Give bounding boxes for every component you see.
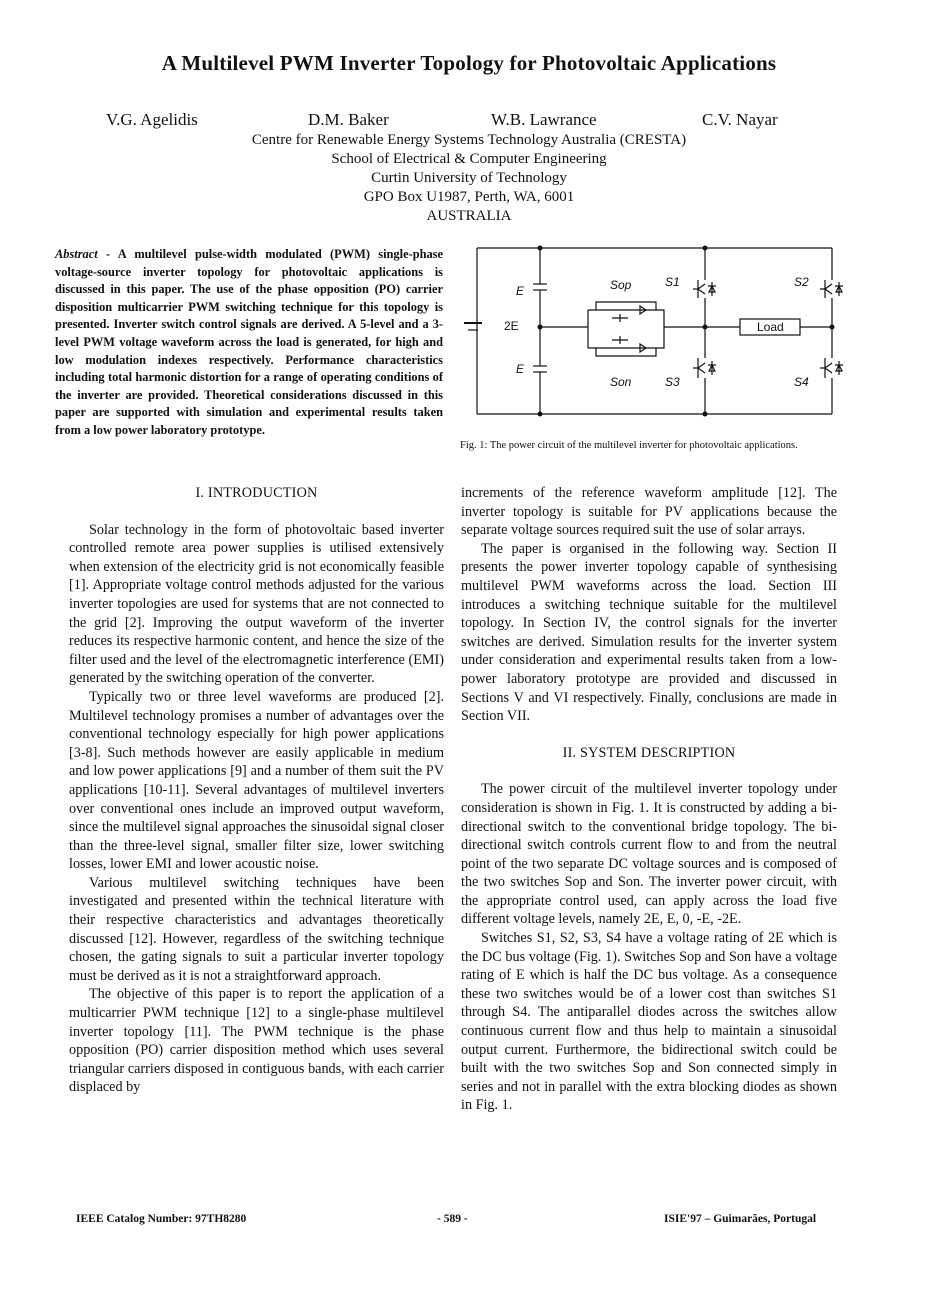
paragraph: The power circuit of the multilevel inverter topology under consideration is shown in Fig. 1. It is constructed by adding a bi-directional switch to the conventional bridge topology. The bi-directional switch controls current flow to and from the neutral point of the two separate DC voltage sources and is composed of the two switches Sop and Son. The inverter power circuit, with the appropriate control used, can apply across the load five different voltage levels, namely 2E, E, 0, -E, -2E. (461, 781, 837, 928)
paragraph: The objective of this paper is to report the application of a multicarrier PWM technique [12] to a single-phase multilevel inverter topology [11]. The PWM technique is the phase opposition (PO) carrier disposition method which uses several triangular carriers disposed in contiguous bands, with each carrier displaced by (69, 986, 444, 1096)
label-sop: Sop (610, 278, 632, 292)
label-e-top: E (516, 284, 525, 298)
footer-conference: ISIE'97 – Guimarães, Portugal (664, 1213, 817, 1225)
label-s2: S2 (794, 275, 809, 289)
section-heading: II. SYSTEM DESCRIPTION (562, 744, 736, 761)
author-2: D.M. Baker (308, 110, 389, 129)
figure-caption: Fig. 1: The power circuit of the multilevel inverter for photovoltaic applications. (460, 440, 798, 451)
paragraph: Solar technology in the form of photovoltaic based inverter controlled remote area power supplies is utilised extensively when extension of the electricity grid is not economically feasible [1]. Appropriate voltage control methods adjusted for the various inverter topologies are used for systems that are not connected to the grid [2]. Improving the output waveform of the inverter reduces its respective harmonic content, and hence the size of the filter used and the level of the electromagnetic interference (EMI) generated by the switching operation of the converter. (69, 521, 444, 687)
label-s3: S3 (665, 375, 680, 389)
paragraph: The paper is organised in the following way. Section II presents the power inverter topology capable of synthesising multilevel PWM waveforms across the load. Section III introduces a switching technique suitable for the multilevel topology. In Section IV, the control signals for the inverter switches are derived. Simulation results for the inverter system under consideration and experimental results taken from a low-power laboratory prototype are provided and discussed in Sections V and VI respectively. Finally, conclusions are made in Section VII. (461, 540, 837, 725)
affiliation-line: Curtin University of Technology (371, 170, 567, 186)
affiliation-line: Centre for Renewable Energy Systems Technology Australia (CRESTA) (251, 132, 687, 148)
abstract (55, 246, 443, 440)
affiliation (0, 131, 938, 226)
footer-catalog: IEEE Catalog Number: 97TH8280 (76, 1213, 247, 1225)
paragraph: Various multilevel switching techniques have been investigated and presented within the technical literature with their respective characteristics and advantages theoretically discussed [12]. However, regardless of the switching technique chosen, the gating signals to suit a particular inverter topology must be derived as it is not a straightforward approach. (69, 874, 444, 984)
label-s1: S1 (665, 275, 680, 289)
author-1: V.G. Agelidis (106, 110, 198, 129)
label-s4: S4 (794, 375, 809, 389)
column-right (461, 484, 837, 1115)
author-3: W.B. Lawrance (491, 110, 597, 129)
paragraph: increments of the reference waveform amplitude [12]. The inverter topology is suitable for PV applications because the separate voltage sources required suit the use of solar arrays. (461, 485, 837, 539)
author-4: C.V. Nayar (702, 110, 778, 129)
label-load: Load (757, 320, 784, 334)
affiliation-line: AUSTRALIA (426, 208, 512, 224)
affiliation-line: School of Electrical & Computer Engineering (331, 151, 607, 167)
paper-title: A Multilevel PWM Inverter Topology for Photovoltaic Applications (161, 51, 777, 75)
paragraph: Switches S1, S2, S3, S4 have a voltage rating of 2E which is the DC bus voltage (Fig. 1). Switches Sop and Son have a voltage rating of E which is half the DC bus voltage. As a consequence these two switches would be of a lower cost than switches S1 through S4. The antiparallel diodes across the switches allow continuous current flow and thus help to maintain a sinusoidal output current. Furthermore, the bidirectional switch could be built with the two switches Sop and Son connected simply in series and not in parallel with the extra blocking diodes as shown in Fig. 1. (461, 930, 837, 1114)
affiliation-line: GPO Box U1987, Perth, WA, 6001 (363, 189, 575, 205)
footer-page-number: - 589 - (437, 1213, 468, 1225)
abstract-label: Abstract - (55, 247, 111, 261)
circuit-diagram (460, 240, 860, 426)
section-heading: I. INTRODUCTION (195, 485, 318, 501)
label-son: Son (610, 375, 632, 389)
abstract-text: A multilevel pulse-width modulated (PWM) single-phase voltage-source inverter topology for photovoltaic applications is discussed in this paper. The use of the phase opposition (PO) carrier disposition multicarrier PWM switching technique for this topology is presented. Inverter switch control signals are derived. A 5-level and a 3-level PWM voltage waveform across the load is generated, for high and low modulation indexes respectively. Performance characteristics including total harmonic distortion for a range of operating conditions of the inverter are provided. Theoretical considerations discussed in this paper are supported with simulation and experimental results taken from a low power laboratory prototype. (55, 247, 443, 437)
label-e-bottom: E (516, 362, 525, 376)
paragraph: Typically two or three level waveforms are produced [2]. Multilevel technology promises a number of advantages over the conventional technology especially for high power applications [3-8]. Such methods however are easily applicable in medium and low power applications [9] and a number of them suit the PV applications [10-11]. Several advantages of multilevel inverters over conventional ones include an improved output waveform, since the multilevel signal approaches the sinusoidal signal closer than the three-level signal, smaller filter size, lower switching losses, lower EMI and lower acoustic noise. (69, 688, 444, 873)
column-left (69, 484, 444, 1097)
label-2e: 2E (504, 319, 519, 333)
